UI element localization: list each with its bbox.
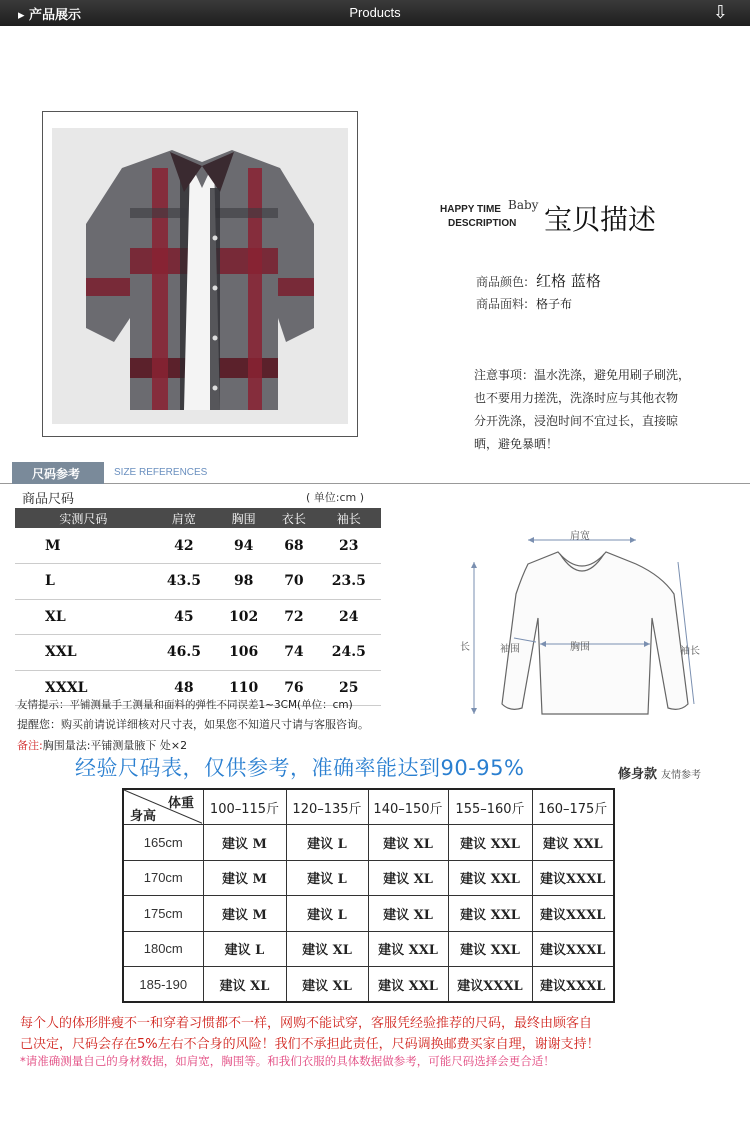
header-title-en: Products xyxy=(349,5,401,20)
hint-friendly: 友情提示：平铺测量手工测量和面料的弹性不同误差1~3CM(单位：cm) xyxy=(17,699,353,711)
friendly-ref: 友情参考 xyxy=(661,770,702,781)
table-cell: 建议 XL xyxy=(368,860,448,896)
fit-type: 修身款 xyxy=(618,767,658,782)
table-cell: 24.5 xyxy=(317,635,381,671)
hint-note xyxy=(17,737,187,753)
table-row xyxy=(15,528,381,564)
product-photo-frame xyxy=(42,111,358,437)
note-line: 分开洗涤，浸泡时间不宜过长，直接晾 xyxy=(474,414,679,428)
down-arrow-icon: ⇩ xyxy=(712,2,728,23)
table-cell: L xyxy=(15,564,152,600)
header-title-cn: ▸ 产品展示 xyxy=(18,8,82,23)
table-cell: 建议 XXL xyxy=(448,896,532,932)
table-cell: 建议 XXL xyxy=(448,860,532,896)
size-tab-en: SIZE REFERENCES xyxy=(114,467,208,478)
note-line: 晒，避免暴晒！ xyxy=(474,437,559,451)
table-row xyxy=(123,896,614,932)
table-cell: 42 xyxy=(152,528,216,564)
color-value: 红格 蓝格 xyxy=(536,272,601,290)
table-cell: 25 xyxy=(317,670,381,706)
size-table-label: 商品尺码 xyxy=(22,492,75,507)
footer-line: 己决定，尺码会存在5%左右不合身的风险！我们不承担此责任，尺码调换邮费买家自理，谢谢支持！ xyxy=(20,1037,600,1052)
table-cell: 建议 XL xyxy=(203,967,286,1003)
table-cell: 24 xyxy=(317,599,381,635)
diagram-sleeve-width-label: 袖围 xyxy=(500,644,520,655)
table-cell: 72 xyxy=(271,599,316,635)
table-cell: 43.5 xyxy=(152,564,216,600)
table-row xyxy=(123,825,614,861)
height-cell: 180cm xyxy=(123,931,203,967)
height-cell: 175cm xyxy=(123,896,203,932)
footer-warning xyxy=(20,1013,720,1055)
table-row xyxy=(15,564,381,600)
table-cell: M xyxy=(15,528,152,564)
hint-note-text: 胸围量法:平铺测量腋下 处×2 xyxy=(42,739,188,752)
table-cell: 建议XXXL xyxy=(532,896,614,932)
table-cell: 建议 XXL xyxy=(448,825,532,861)
weight-header: 140–150斤 xyxy=(368,789,448,825)
column-header: 衣长 xyxy=(271,508,316,528)
table-cell: 建议 L xyxy=(203,931,286,967)
weight-header: 155–160斤 xyxy=(448,789,532,825)
table-cell: 建议XXXL xyxy=(532,860,614,896)
table-cell: XL xyxy=(15,599,152,635)
table-cell: 建议 XL xyxy=(368,896,448,932)
table-cell: 68 xyxy=(271,528,316,564)
table-cell: 建议 XL xyxy=(286,931,368,967)
corner-weight: 体重 xyxy=(167,796,194,811)
hint-note-label: 备注: xyxy=(17,739,43,752)
table-cell: 建议 M xyxy=(203,896,286,932)
baby-text: Baby xyxy=(508,198,539,212)
table-cell: 建议 XXL xyxy=(448,931,532,967)
table-cell: 建议XXXL xyxy=(448,967,532,1003)
diagram-chest-label: 胸围 xyxy=(570,642,590,653)
column-header: 袖长 xyxy=(317,508,381,528)
table-cell: 23 xyxy=(317,528,381,564)
table-cell: 建议 L xyxy=(286,860,368,896)
experience-subtitle xyxy=(618,763,701,782)
footer-line: 每个人的体形胖瘦不一和穿着习惯都不一样，网购不能试穿，客服凭经验推荐的尺码，最终由顾客自 xyxy=(20,1016,593,1031)
table-cell: 建议 XXL xyxy=(368,931,448,967)
table-cell: 建议XXXL xyxy=(532,967,614,1003)
table-row xyxy=(15,635,381,671)
fabric-line xyxy=(476,295,572,312)
table-row xyxy=(123,967,614,1003)
height-cell: 185-190 xyxy=(123,967,203,1003)
table-header-row xyxy=(123,789,614,825)
unit-label: ( 单位:cm ) xyxy=(306,491,365,504)
table-cell: 建议 XL xyxy=(368,825,448,861)
table-cell: 48 xyxy=(152,670,216,706)
size-banner xyxy=(0,458,750,484)
column-header: 肩宽 xyxy=(152,508,216,528)
diagram-length-label: 长 xyxy=(460,642,470,653)
table-cell: 45 xyxy=(152,599,216,635)
corner-cell xyxy=(123,789,203,825)
table-cell: 建议 L xyxy=(286,896,368,932)
table-cell: 46.5 xyxy=(152,635,216,671)
table-row xyxy=(123,860,614,896)
footer-tip: *请准确测量自己的身材数据，如肩宽，胸围等。和我们衣服的具体数据做参考，可能尺码选择会更合适！ xyxy=(20,1054,555,1068)
table-cell: XXXL xyxy=(15,670,152,706)
table-cell: 98 xyxy=(216,564,271,600)
weight-header: 160–175斤 xyxy=(532,789,614,825)
diagram-shoulder-label: 肩宽 xyxy=(570,531,590,542)
sweater-measurement-diagram xyxy=(456,522,716,734)
header-bar xyxy=(0,0,750,26)
weight-header: 100–115斤 xyxy=(203,789,286,825)
color-label: 商品颜色: xyxy=(476,275,529,289)
table-cell: 74 xyxy=(271,635,316,671)
table-cell: 94 xyxy=(216,528,271,564)
table-cell: 建议 XXL xyxy=(532,825,614,861)
description-cn-title: 宝贝描述 xyxy=(544,203,657,236)
note-line: 也不要用力搓洗，洗涤时应与其他衣物 xyxy=(474,391,679,405)
table-row xyxy=(123,931,614,967)
table-cell: 建议 L xyxy=(286,825,368,861)
fabric-label: 商品面料: xyxy=(476,297,529,311)
size-recommendation-table xyxy=(122,788,615,1003)
table-row xyxy=(15,599,381,635)
column-header: 胸围 xyxy=(216,508,271,528)
product-photo xyxy=(52,128,348,424)
note-line: 注意事项：温水洗涤，避免用刷子刷洗， xyxy=(474,368,691,382)
table-cell: 70 xyxy=(271,564,316,600)
fabric-value: 格子布 xyxy=(536,297,573,311)
table-cell: 建议 XXL xyxy=(368,967,448,1003)
table-cell: 106 xyxy=(216,635,271,671)
table-cell: 102 xyxy=(216,599,271,635)
table-cell: 110 xyxy=(216,670,271,706)
table-cell: XXL xyxy=(15,635,152,671)
table-header-row xyxy=(15,508,381,528)
hint-reminder: 提醒您：购买前请说详细核对尺寸表，如果您不知道尺寸请与客服咨询。 xyxy=(17,718,369,731)
corner-height: 身高 xyxy=(130,809,157,824)
table-cell: 23.5 xyxy=(317,564,381,600)
weight-header: 120–135斤 xyxy=(286,789,368,825)
height-cell: 170cm xyxy=(123,860,203,896)
experience-title: 经验尺码表，仅供参考，准确率能达到90-95% xyxy=(75,756,525,780)
table-cell: 76 xyxy=(271,670,316,706)
happy-time-text: HAPPY TIME xyxy=(440,204,501,215)
table-cell: 建议 XL xyxy=(286,967,368,1003)
description-en-text: DESCRIPTION xyxy=(448,218,517,229)
table-cell: 建议XXXL xyxy=(532,931,614,967)
diagram-sleeve-length-label: 袖长 xyxy=(680,646,700,657)
table-cell: 建议 M xyxy=(203,860,286,896)
measurement-table xyxy=(15,508,381,706)
table-cell: 建议 M xyxy=(203,825,286,861)
color-line xyxy=(476,270,601,291)
height-cell: 165cm xyxy=(123,825,203,861)
care-notes xyxy=(474,364,729,456)
size-tab: 尺码参考 xyxy=(12,462,104,484)
column-header: 实测尺码 xyxy=(15,508,152,528)
